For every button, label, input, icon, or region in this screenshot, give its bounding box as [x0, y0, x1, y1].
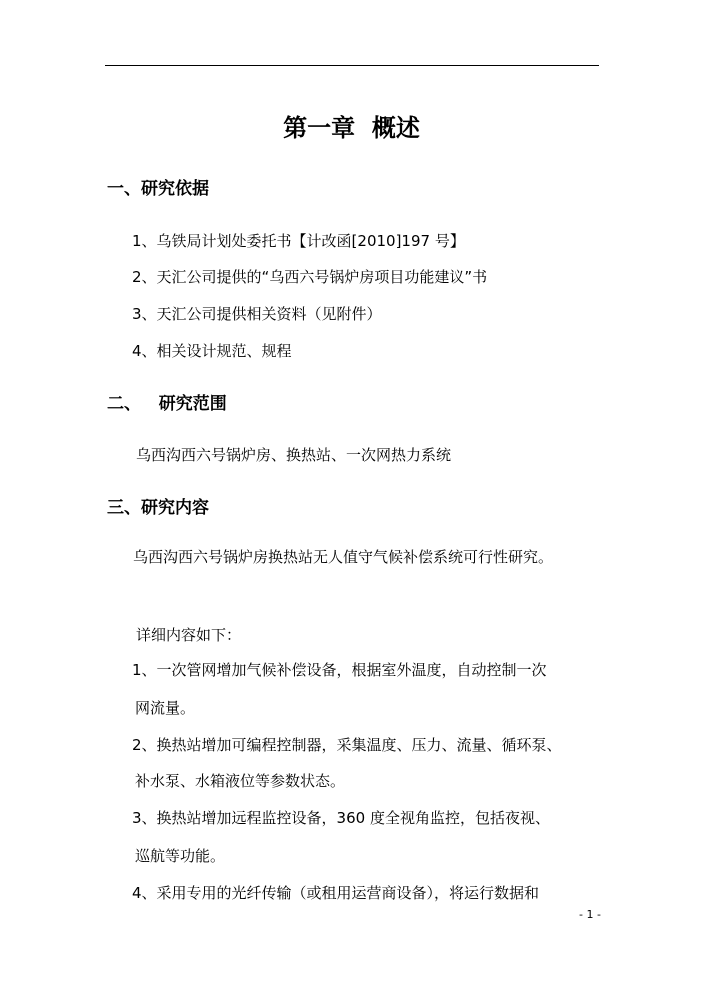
content-item-1-line1: 1、一次管网增加气候补偿设备，根据室外温度，自动控制一次 [132, 661, 547, 679]
basis-item-2: 2、天汇公司提供的“乌西六号锅炉房项目功能建议”书 [132, 268, 488, 286]
scope-text: 乌西沟西六号锅炉房、换热站、一次网热力系统 [136, 446, 452, 464]
content-item-2-line2: 补水泵、水箱液位等参数状态。 [135, 772, 346, 790]
content-item-3-line1: 3、换热站增加远程监控设备，360 度全视角监控，包括夜视、 [132, 809, 550, 827]
basis-item-4: 4、相关设计规范、规程 [132, 342, 292, 360]
section-heading-basis: 一、研究依据 [107, 179, 209, 199]
basis-item-3: 3、天汇公司提供相关资料（见附件） [132, 305, 382, 323]
content-intro: 乌西沟西六号锅炉房换热站无人值守气候补偿系统可行性研究。 [133, 548, 554, 566]
page-number: - 1 - [579, 908, 601, 921]
content-item-3-line2: 巡航等功能。 [135, 847, 226, 865]
header-rule [105, 65, 599, 66]
basis-item-1: 1、乌铁局计划处委托书【计改函[2010]197 号】 [132, 232, 465, 250]
content-item-2-line1: 2、换热站增加可编程控制器，采集温度、压力、流量、循环泵、 [132, 736, 562, 754]
content-item-4-line1: 4、采用专用的光纤传输（或租用运营商设备），将运行数据和 [132, 884, 540, 902]
chapter-title: 第一章 概述 [283, 114, 420, 142]
content-item-1-line2: 网流量。 [135, 699, 196, 717]
details-label: 详细内容如下： [136, 626, 242, 644]
section-heading-content: 三、研究内容 [107, 498, 209, 518]
section-heading-scope: 二、 研究范围 [107, 394, 227, 414]
